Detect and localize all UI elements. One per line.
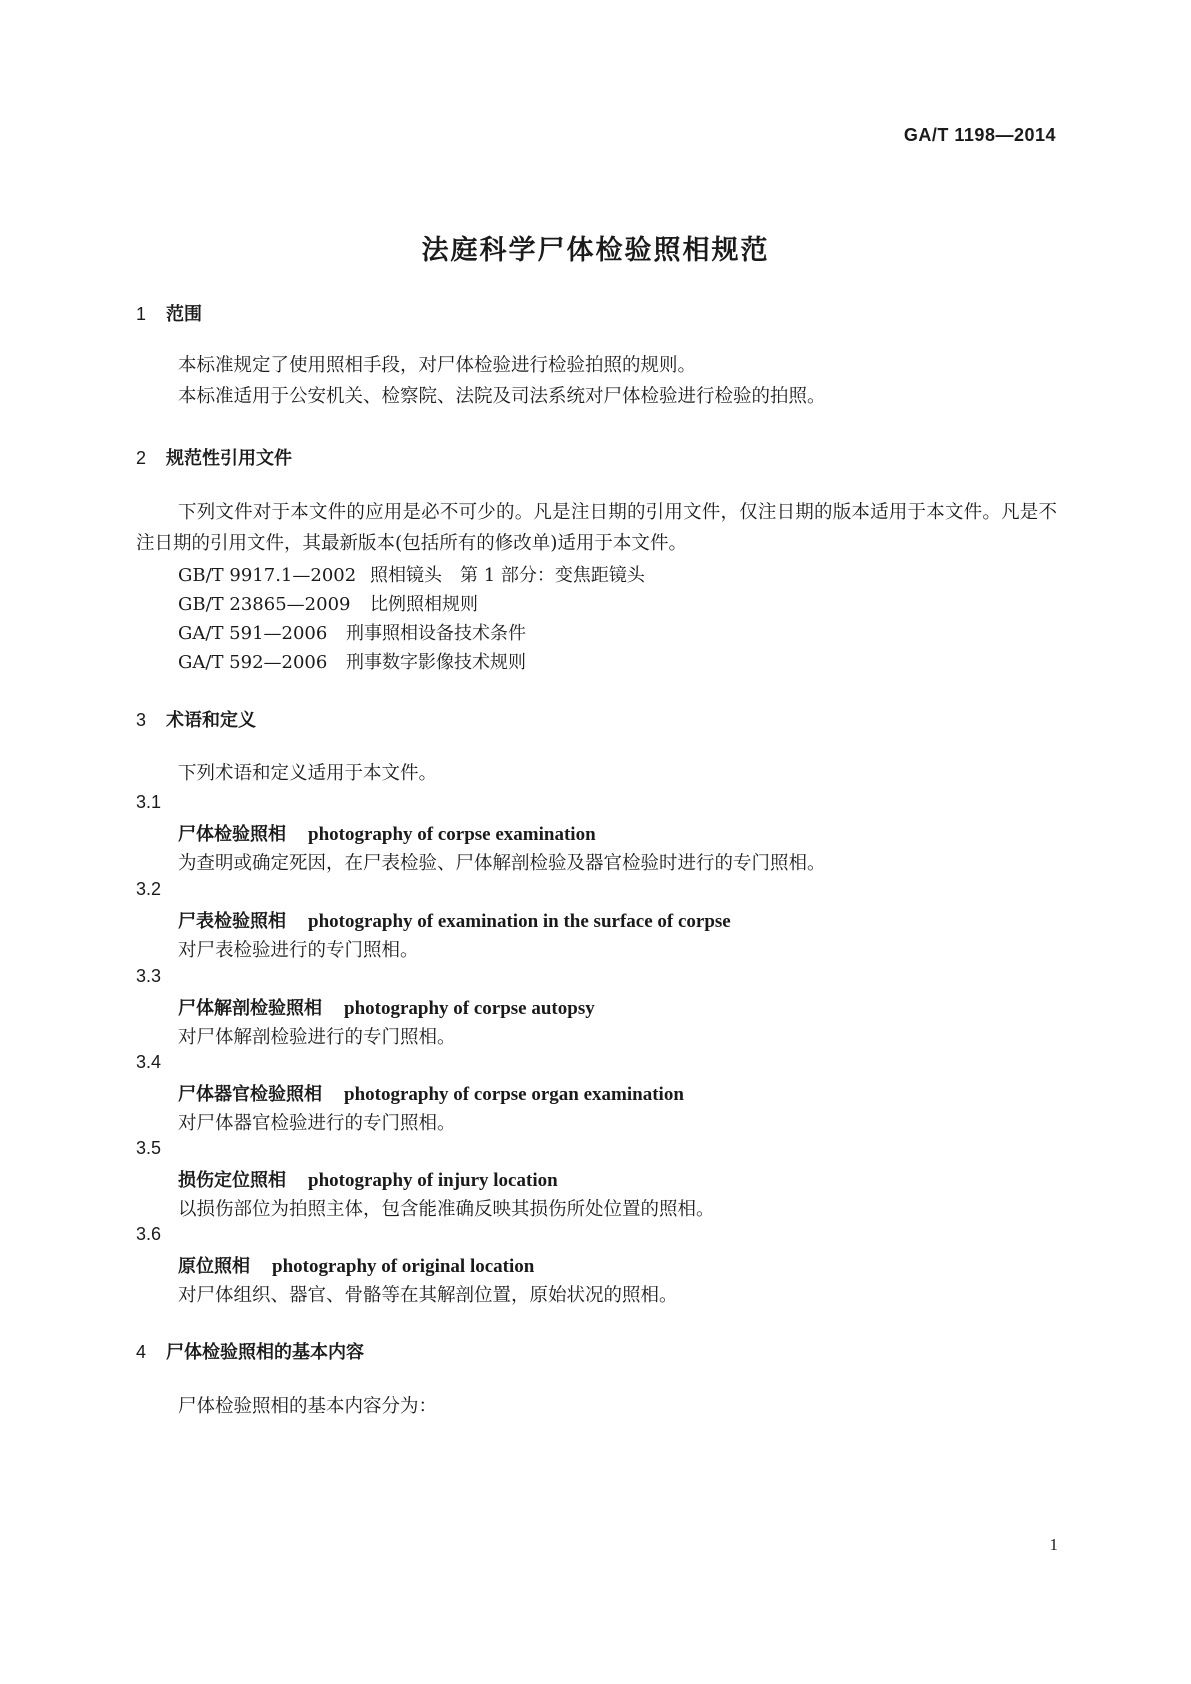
reference-item xyxy=(178,590,478,616)
section-4-heading xyxy=(136,1338,364,1364)
term-chinese: 尸体检验照相 xyxy=(178,824,286,845)
standard-code: GA/T 1198—2014 xyxy=(903,125,1056,145)
section-title: 规范性引用文件 xyxy=(166,448,292,469)
section-title: 术语和定义 xyxy=(166,710,256,731)
term-chinese: 损伤定位照相 xyxy=(178,1170,286,1191)
term-chinese: 尸体器官检验照相 xyxy=(178,1084,322,1105)
term-entry xyxy=(178,1166,558,1192)
reference-name: 刑事照相设备技术条件 xyxy=(346,623,526,644)
term-english: photography of injury location xyxy=(308,1170,558,1191)
term-chinese: 尸表检验照相 xyxy=(178,911,286,932)
section-2-heading xyxy=(136,444,292,470)
term-definition: 为查明或确定死因，在尸表检验、尸体解剖检验及器官检验时进行的专门照相。 xyxy=(178,853,826,874)
term-number: 3.4 xyxy=(136,1052,162,1072)
reference-item xyxy=(178,648,526,674)
scope-paragraph-1: 本标准规定了使用照相手段，对尸体检验进行检验拍照的规则。 xyxy=(178,355,697,376)
references-intro: 下列文件对于本文件的应用是必不可少的。凡是注日期的引用文件，仅注日期的版本适用于本文件。凡是不注日期的引用文件，其最新版本(包括所有的修改单)适用于本文件。 xyxy=(136,502,1057,554)
basic-content-intro: 尸体检验照相的基本内容分为： xyxy=(178,1396,438,1417)
term-definition: 以损伤部位为拍照主体，包含能准确反映其损伤所处位置的照相。 xyxy=(178,1199,715,1220)
term-definition: 对尸表检验进行的专门照相。 xyxy=(178,940,419,961)
term-entry xyxy=(178,1080,684,1106)
term-english: photography of corpse autopsy xyxy=(344,998,595,1019)
term-entry xyxy=(178,1252,534,1278)
section-1-heading xyxy=(136,300,202,326)
reference-item xyxy=(178,561,645,587)
term-english: photography of corpse examination xyxy=(308,824,596,845)
reference-code: GB/T 9917.1—2002 xyxy=(178,565,357,586)
section-number: 2 xyxy=(136,448,147,468)
term-definition: 对尸体组织、器官、骨骼等在其解剖位置，原始状况的照相。 xyxy=(178,1285,678,1306)
term-number: 3.1 xyxy=(136,792,162,812)
reference-code: GB/T 23865—2009 xyxy=(178,594,351,615)
section-number: 1 xyxy=(136,304,147,324)
reference-code: GA/T 591—2006 xyxy=(178,623,328,644)
reference-name: 刑事数字影像技术规则 xyxy=(346,652,526,673)
terms-intro: 下列术语和定义适用于本文件。 xyxy=(178,763,438,784)
term-english: photography of original location xyxy=(272,1256,535,1277)
term-english: photography of examination in the surface of corpse xyxy=(308,911,731,932)
page-number: 1 xyxy=(1049,1535,1058,1554)
term-entry xyxy=(178,994,595,1020)
document-title: 法庭科学尸体检验照相规范 xyxy=(421,235,770,266)
section-number: 3 xyxy=(136,710,147,730)
term-number: 3.3 xyxy=(136,966,162,986)
reference-name: 照相镜头 第 1 部分：变焦距镜头 xyxy=(370,565,645,586)
term-chinese: 尸体解剖检验照相 xyxy=(178,998,322,1019)
scope-paragraph-2: 本标准适用于公安机关、检察院、法院及司法系统对尸体检验进行检验的拍照。 xyxy=(178,386,826,407)
term-number: 3.2 xyxy=(136,879,162,899)
reference-item xyxy=(178,619,526,645)
term-number: 3.6 xyxy=(136,1224,162,1244)
term-definition: 对尸体解剖检验进行的专门照相。 xyxy=(178,1027,456,1048)
reference-code: GA/T 592—2006 xyxy=(178,652,328,673)
section-3-heading xyxy=(136,706,256,732)
section-title: 范围 xyxy=(166,304,202,325)
term-english: photography of corpse organ examination xyxy=(344,1084,684,1105)
section-title: 尸体检验照相的基本内容 xyxy=(166,1342,364,1363)
reference-name: 比例照相规则 xyxy=(370,594,478,615)
section-number: 4 xyxy=(136,1342,147,1362)
term-chinese: 原位照相 xyxy=(178,1256,250,1277)
term-number: 3.5 xyxy=(136,1138,162,1158)
term-definition: 对尸体器官检验进行的专门照相。 xyxy=(178,1113,456,1134)
term-entry xyxy=(178,907,731,933)
term-entry xyxy=(178,820,596,846)
